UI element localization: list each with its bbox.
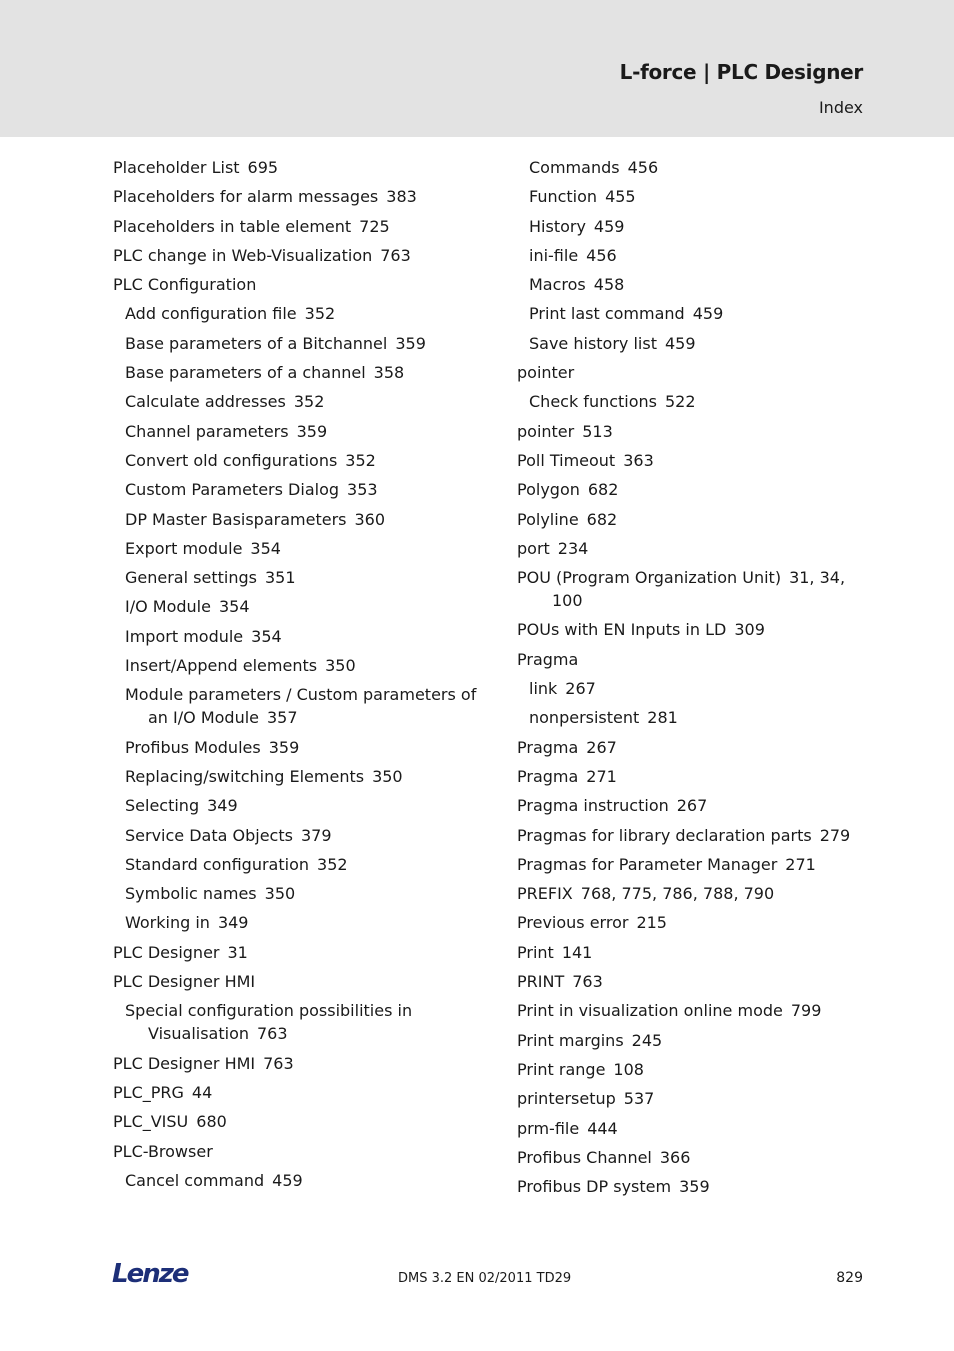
entry-page-reference[interactable]: 763 (380, 245, 411, 265)
entry-term: Convert old configurations (125, 450, 338, 470)
index-subentry (517, 215, 862, 238)
index-subentry (113, 794, 493, 817)
entry-term: Placeholders for alarm messages (113, 187, 379, 207)
index-subentry (113, 302, 493, 325)
entry-term: Print in visualization online mode (517, 1001, 783, 1021)
entry-term: Placeholders in table element (113, 216, 352, 236)
index-entry (517, 970, 862, 993)
entry-term: PRINT (517, 972, 565, 992)
entry-term: Working in (125, 913, 210, 933)
index-column-right (517, 156, 862, 1204)
index-entry (517, 941, 862, 964)
index-subentry (113, 1169, 493, 1192)
entry-term: I/O Module (125, 597, 211, 617)
entry-term: Pragma (517, 737, 579, 757)
entry-page-reference[interactable]: 352 (304, 304, 336, 324)
section-label: Index (818, 98, 863, 117)
entry-page-reference[interactable]: 455 (605, 187, 636, 207)
entry-page-reference[interactable]: 359 (679, 1177, 710, 1197)
entry-term: Placeholder List (113, 158, 240, 177)
entry-page-reference[interactable]: 354 (218, 597, 250, 617)
index-subentry (517, 706, 862, 729)
entry-term: Profibus Channel (517, 1147, 652, 1167)
index-column-left (113, 156, 493, 1198)
index-entry (113, 941, 493, 964)
entry-page-reference[interactable]: 352 (345, 450, 376, 470)
entry-page-reference[interactable]: 456 (627, 158, 659, 177)
index-subentry (113, 911, 493, 934)
entry-term: History (529, 216, 586, 236)
entry-term: Service Data Objects (125, 825, 293, 845)
entry-page-reference[interactable]: 281 (647, 708, 678, 728)
index-subentry (517, 273, 862, 296)
index-entry (517, 449, 862, 472)
page-header (0, 0, 954, 137)
index-subentry (113, 478, 493, 501)
index-entry (517, 1029, 862, 1052)
entry-term: Cancel command (125, 1170, 265, 1190)
index-entry (517, 1058, 862, 1081)
index-entry (517, 794, 862, 817)
entry-term: General settings (125, 568, 257, 588)
index-entry (517, 1175, 862, 1198)
entry-term: Insert/Append elements (125, 656, 318, 676)
entry-page-reference[interactable]: 354 (250, 538, 281, 558)
entry-term: PLC Designer HMI (113, 1053, 256, 1073)
entry-page-reference[interactable]: 234 (557, 538, 589, 558)
entry-term: Print margins (517, 1030, 624, 1050)
entry-page-reference[interactable]: 349 (207, 796, 238, 816)
entry-term: Check functions (529, 392, 657, 412)
document-title: L-force | PLC Designer (619, 60, 863, 84)
index-entry (113, 156, 493, 179)
entry-page-reference[interactable]: 366 (659, 1147, 691, 1167)
entry-term: Print range (517, 1059, 606, 1079)
index-entry (113, 1081, 493, 1104)
entry-page-reference[interactable]: 352 (293, 392, 325, 412)
entry-term: Save history list (529, 333, 657, 353)
entry-term: Poll Timeout (517, 450, 616, 470)
entry-term: POUs with EN Inputs in LD (517, 620, 727, 640)
entry-page-reference[interactable]: 763 (257, 1024, 288, 1044)
index-subentry (113, 736, 493, 759)
entry-page-reference[interactable]: 349 (217, 913, 249, 933)
entry-term: ini-file (529, 245, 579, 265)
entry-page-reference[interactable]: 537 (623, 1089, 655, 1109)
entry-term: Pragma instruction (517, 796, 669, 816)
entry-term: Base parameters of a channel (125, 363, 366, 383)
entry-page-reference[interactable]: 359 (395, 333, 426, 353)
index-entry (113, 1140, 493, 1163)
entry-page-reference[interactable]: 444 (587, 1118, 618, 1138)
entry-term: Profibus Modules (125, 737, 261, 757)
entry-page-reference[interactable]: 725 (359, 216, 390, 236)
entry-page-reference[interactable]: 245 (631, 1030, 663, 1050)
entry-page-reference[interactable]: 682 (586, 509, 618, 529)
entry-term: pointer (517, 363, 575, 383)
index-entry (517, 1087, 862, 1110)
entry-page-reference[interactable]: 350 (325, 656, 356, 676)
entry-page-reference[interactable]: 459 (664, 333, 696, 353)
entry-page-reference[interactable]: 360 (354, 509, 386, 529)
index-entry (517, 911, 862, 934)
entry-page-reference[interactable]: 267 (586, 737, 617, 757)
entry-term: Pragma (517, 766, 579, 786)
index-subentry (113, 882, 493, 905)
index-entry (517, 566, 862, 612)
index-entry (113, 1110, 493, 1133)
entry-term: Channel parameters (125, 421, 289, 441)
entry-page-reference[interactable]: 358 (373, 363, 405, 383)
entry-term: nonpersistent (529, 708, 640, 728)
entry-page-reference[interactable]: 799 (790, 1001, 822, 1021)
entry-page-reference[interactable]: 763 (263, 1053, 294, 1073)
entry-page-reference[interactable]: 680 (196, 1112, 227, 1132)
index-entry (113, 970, 493, 993)
index-entry (517, 420, 862, 443)
entry-term: prm-file (517, 1118, 580, 1138)
index-subentry (113, 765, 493, 788)
entry-page-reference[interactable]: 267 (676, 796, 708, 816)
entry-term: Module parameters / Custom parameters of an I/O Module (125, 685, 477, 728)
entry-page-reference[interactable]: 353 (347, 480, 378, 500)
entry-page-reference[interactable]: 682 (587, 480, 619, 500)
entry-page-reference[interactable]: 352 (317, 854, 348, 874)
entry-page-reference[interactable]: 383 (386, 187, 417, 207)
entry-term: Polyline (517, 509, 579, 529)
index-subentry (113, 566, 493, 589)
entry-page-reference[interactable]: 279 (819, 825, 851, 845)
entry-term: Print last command (529, 304, 685, 324)
index-entry (517, 618, 862, 641)
entry-page-reference[interactable]: 513 (582, 421, 613, 441)
index-entry (517, 648, 862, 671)
entry-page-reference[interactable]: 357 (267, 708, 298, 728)
entry-page-reference[interactable]: 459 (692, 304, 724, 324)
index-subentry (113, 361, 493, 384)
entry-term: PLC change in Web-Visualization (113, 245, 373, 265)
index-subentry (113, 332, 493, 355)
index-subentry (517, 677, 862, 700)
entry-term: Print (517, 942, 554, 962)
entry-term: Symbolic names (125, 884, 257, 904)
entry-term: Calculate addresses (125, 392, 286, 412)
entry-term: Export module (125, 538, 243, 558)
entry-page-reference[interactable]: 379 (300, 825, 332, 845)
entry-page-reference[interactable]: 44 (191, 1082, 213, 1102)
entry-term: Import module (125, 626, 244, 646)
index-subentry (113, 683, 493, 729)
index-subentry (113, 625, 493, 648)
entry-term: Polygon (517, 480, 580, 500)
index-subentry (113, 595, 493, 618)
entry-term: PLC_VISU (113, 1112, 189, 1132)
index-entry (517, 537, 862, 560)
index-entry (517, 882, 862, 905)
entry-term: PLC_PRG (113, 1082, 184, 1102)
document-code: DMS 3.2 EN 02/2011 TD29 (398, 1271, 572, 1286)
entry-page-reference[interactable]: 215 (636, 913, 667, 933)
entry-page-reference[interactable]: 271 (785, 854, 816, 874)
entry-term: port (517, 538, 550, 558)
entry-term: Special configuration possibilities in Visualisation (125, 1001, 413, 1044)
index-subentry (113, 999, 493, 1045)
index-entry (517, 999, 862, 1022)
entry-page-reference[interactable]: 456 (586, 245, 617, 265)
index-subentry (113, 449, 493, 472)
entry-page-reference[interactable]: 31, 34, 100 (552, 568, 846, 611)
entry-page-reference[interactable]: 363 (623, 450, 654, 470)
entry-term: Pragmas for Parameter Manager (517, 854, 778, 874)
index-entry (113, 215, 493, 238)
index-subentry (517, 156, 862, 179)
entry-term: PLC Designer (113, 942, 220, 962)
index-subentry (113, 420, 493, 443)
index-entry (517, 765, 862, 788)
entry-page-reference[interactable]: 359 (268, 737, 300, 757)
index-subentry (113, 390, 493, 413)
entry-page-reference[interactable]: 695 (247, 158, 279, 177)
entry-page-reference[interactable]: 309 (734, 620, 765, 640)
index-entry (113, 1052, 493, 1075)
entry-page-reference[interactable]: 354 (251, 626, 282, 646)
entry-page-reference[interactable]: 763 (572, 972, 603, 992)
entry-term: DP Master Basisparameters (125, 509, 347, 529)
index-entry (517, 508, 862, 531)
entry-term: Add configuration file (125, 304, 297, 324)
entry-term: PREFIX (517, 884, 573, 904)
index-subentry (517, 185, 862, 208)
index-entry (113, 244, 493, 267)
entry-term: Pragmas for library declaration parts (517, 825, 812, 845)
entry-term: pointer (517, 421, 575, 441)
entry-page-reference[interactable]: 350 (372, 766, 403, 786)
entry-page-reference[interactable]: 108 (613, 1059, 644, 1079)
entry-page-reference[interactable]: 141 (561, 942, 593, 962)
index-entry (113, 273, 493, 296)
index-subentry (113, 654, 493, 677)
entry-term: Previous error (517, 913, 629, 933)
entry-page-reference[interactable]: 31 (227, 942, 248, 962)
index-entry (517, 853, 862, 876)
entry-term: POU (Program Organization Unit) (517, 568, 782, 588)
entry-page-reference[interactable]: 458 (593, 275, 625, 295)
index-subentry (517, 302, 862, 325)
index-subentry (113, 508, 493, 531)
entry-page-reference[interactable]: 351 (264, 568, 296, 588)
entry-page-reference[interactable]: 271 (586, 766, 617, 786)
entry-term: link (529, 679, 558, 699)
index-entry (517, 361, 862, 384)
entry-term: Replacing/switching Elements (125, 766, 365, 786)
entry-term: Macros (529, 275, 586, 295)
entry-term: Custom Parameters Dialog (125, 480, 340, 500)
index-entry (517, 824, 862, 847)
lenze-logo: Lenze (112, 1259, 188, 1289)
entry-page-reference[interactable]: 267 (565, 679, 596, 699)
index-subentry (113, 537, 493, 560)
index-entry (113, 185, 493, 208)
entry-page-reference[interactable]: 522 (665, 392, 696, 412)
index-entry (517, 1117, 862, 1140)
index-subentry (517, 244, 862, 267)
entry-page-reference[interactable]: 350 (264, 884, 296, 904)
index-entry (517, 478, 862, 501)
index-entry (517, 736, 862, 759)
page-number: 829 (836, 1270, 863, 1286)
entry-term: Function (529, 187, 598, 207)
entry-term: Selecting (125, 796, 200, 816)
entry-term: PLC-Browser (113, 1141, 213, 1161)
entry-page-reference[interactable]: 359 (296, 421, 328, 441)
index-subentry (113, 824, 493, 847)
index-subentry (517, 332, 862, 355)
index-entry (517, 1146, 862, 1169)
entry-term: Commands (529, 158, 620, 177)
entry-page-reference[interactable]: 459 (272, 1170, 303, 1190)
entry-term: Profibus DP system (517, 1177, 672, 1197)
entry-term: PLC Designer HMI (113, 972, 256, 992)
entry-term: Base parameters of a Bitchannel (125, 333, 388, 353)
entry-term: Pragma (517, 649, 579, 669)
entry-term: Standard configuration (125, 854, 310, 874)
entry-term: PLC Configuration (113, 275, 257, 295)
entry-page-reference[interactable]: 459 (593, 216, 625, 236)
index-subentry (113, 853, 493, 876)
entry-page-reference[interactable]: 768, 775, 786, 788, 790 (580, 884, 775, 904)
index-subentry (517, 390, 862, 413)
entry-term: printersetup (517, 1089, 616, 1109)
